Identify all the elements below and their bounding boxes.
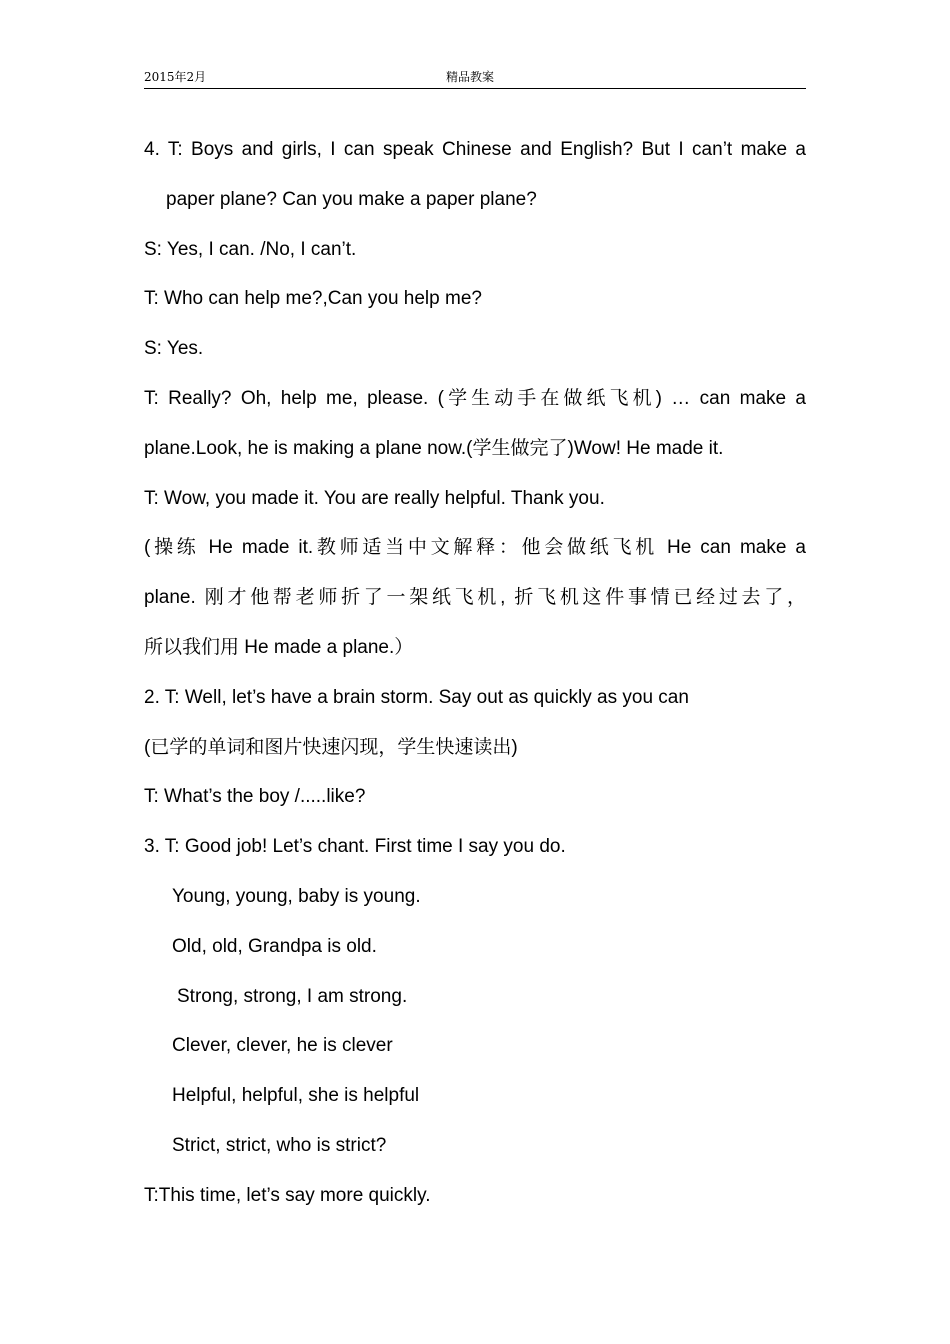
- paragraph-line: S: Yes.: [144, 338, 204, 360]
- paragraph-line: T: Wow, you made it. You are really helpful. Thank you.: [144, 487, 605, 509]
- chant-line: Young, young, baby is young.: [172, 885, 421, 907]
- paragraph-line: 3. T: Good job! Let’s chant. First time I say you do.: [144, 836, 566, 858]
- paragraph-line: (操练 He made it.教师适当中文解释：他会做纸飞机 He can make a: [144, 537, 806, 559]
- paragraph-line: plane.Look, he is making a plane now.(学生做完了)Wow! He made it.: [144, 437, 724, 459]
- paragraph-line: 所以我们用 He made a plane.）: [144, 636, 414, 658]
- paragraph-line: S: Yes, I can. /No, I can’t.: [144, 238, 357, 260]
- paragraph-line: (已学的单词和图片快速闪现，学生快速读出): [144, 736, 518, 758]
- paragraph-line: plane. 刚才他帮老师折了一架纸飞机, 折飞机这件事情已经过去了，: [144, 587, 806, 609]
- header-date: 2015年2月: [144, 70, 207, 84]
- chant-line: Strict, strict, who is strict?: [172, 1134, 387, 1156]
- page-header: [144, 66, 806, 89]
- header-title: 精品教案: [446, 70, 495, 84]
- lesson-body: [144, 125, 806, 1221]
- paragraph-line: 4. T: Boys and girls, I can speak Chinese and English? But I can’t make a: [144, 139, 806, 160]
- paragraph-line: 2. T: Well, let’s have a brain storm. Say out as quickly as you can: [144, 686, 689, 708]
- chant-line: Helpful, helpful, she is helpful: [172, 1085, 420, 1107]
- paragraph-line: T:This time, let’s say more quickly.: [144, 1184, 431, 1206]
- chant-line: Strong, strong, I am strong.: [177, 985, 408, 1007]
- paragraph-line: T: What’s the boy /.....like?: [144, 786, 366, 808]
- chant-line: Clever, clever, he is clever: [172, 1035, 393, 1057]
- paragraph-line: T: Really? Oh, help me, please. (学生动手在做纸飞机) … can make a: [144, 387, 806, 409]
- chant-line: Old, old, Grandpa is old.: [172, 935, 377, 957]
- paragraph-line: paper plane? Can you make a paper plane?: [166, 188, 537, 210]
- paragraph-line: T: Who can help me?,Can you help me?: [144, 288, 482, 310]
